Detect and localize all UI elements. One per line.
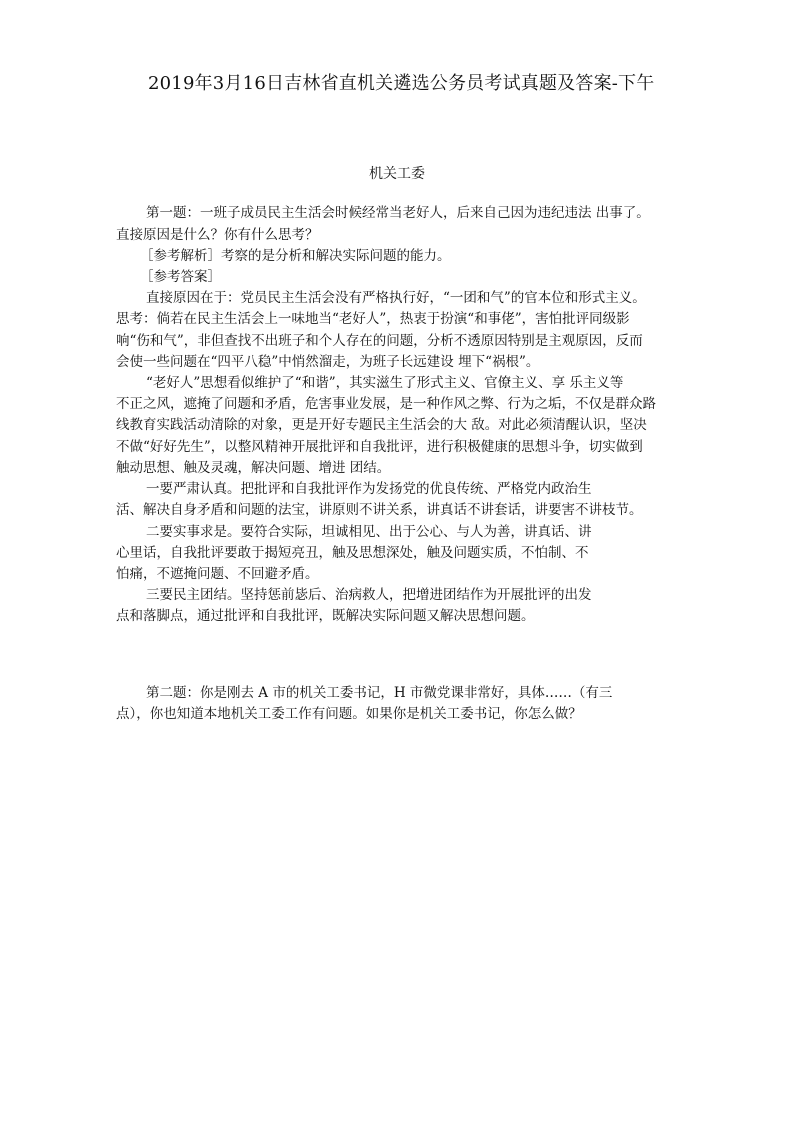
section-heading: 机关工委 (369, 166, 425, 182)
answer-point-3-continued: 点和落脚点，通过批评和自我批评，既解决实际问题又解决思想问题。 (116, 608, 535, 624)
answer-paragraph-line: 响“伤和气”，非但查找不出班子和个人存在的问题，分析不透原因特别是主观原因，反而 (116, 333, 643, 349)
question-1-prompt-continued: 直接原因是什么？你有什么思考？ (116, 227, 319, 243)
reference-answer-label: ［参考答案］ (140, 269, 221, 285)
answer-point-1: 一要严肃认真。把批评和自我批评作为发扬党的优良传统、严格党内政治生 (146, 481, 592, 497)
reference-analysis: ［参考解析］考察的是分析和解决实际问题的能力。 (140, 248, 451, 264)
answer-paragraph-line: 触动思想、触及灵魂，解决问题、增进 团结。 (116, 460, 391, 476)
answer-point-2-continued: 怕痛，不遮掩问题、不回避矛盾。 (116, 566, 319, 582)
answer-paragraph-line: 会使一些问题在“四平八稳”中悄然溜走，为班子长远建设 埋下“祸根”。 (116, 354, 540, 370)
answer-point-1-continued: 活、解决自身矛盾和问题的法宝，讲原则不讲关系，讲真话不讲套话，讲要害不讲枝节。 (116, 502, 643, 518)
question-2-prompt: 第二题：你是刚去 A 市的机关工委书记，H 市微党课非常好，具体……（有三 (146, 685, 613, 701)
answer-paragraph-line: 不正之风，遮掩了问题和矛盾，危害事业发展，是一种作风之弊、行为之垢，不仅是群众路 (116, 396, 656, 412)
question-1-prompt: 第一题：一班子成员民主生活会时候经常当老好人，后来自己因为违纪违法 出事了。 (146, 205, 650, 221)
answer-point-2: 二要实事求是。要符合实际，坦诚相见、出于公心、与人为善，讲真话、讲 (146, 524, 592, 540)
answer-paragraph-line: 思考：倘若在民主生活会上一味地当“老好人”，热衷于扮演“和事佬”，害怕批评同级影 (116, 311, 630, 327)
answer-point-2-continued: 心里话，自我批评要敢于揭短亮丑，触及思想深处，触及问题实质，不怕制、不 (116, 545, 589, 561)
answer-paragraph-line: 线教育实践活动清除的对象，更是开好专题民主生活会的大 敌。对此必须清醒认识，坚决 (116, 417, 647, 433)
answer-point-3: 三要民主团结。坚持惩前毖后、治病救人，把增进团结作为开展批评的出发 (146, 587, 592, 603)
answer-paragraph-line: 不做“好好先生”，以整风精神开展批评和自我批评，进行积极健康的思想斗争，切实做到 (116, 439, 643, 455)
answer-paragraph-line: “老好人”思想看似维护了“和谐”，其实滋生了形式主义、官僚主义、享 乐主义等 (146, 375, 624, 391)
document-title: 2019年3月16日吉林省直机关遴选公务员考试真题及答案-下午 (148, 73, 655, 94)
question-2-prompt-continued: 点），你也知道本地机关工委工作有问题。如果你是机关工委书记，你怎么做？ (116, 706, 582, 722)
answer-paragraph-line: 直接原因在于：党员民主生活会没有严格执行好，“一团和气”的官本位和形式主义。 (146, 290, 646, 306)
